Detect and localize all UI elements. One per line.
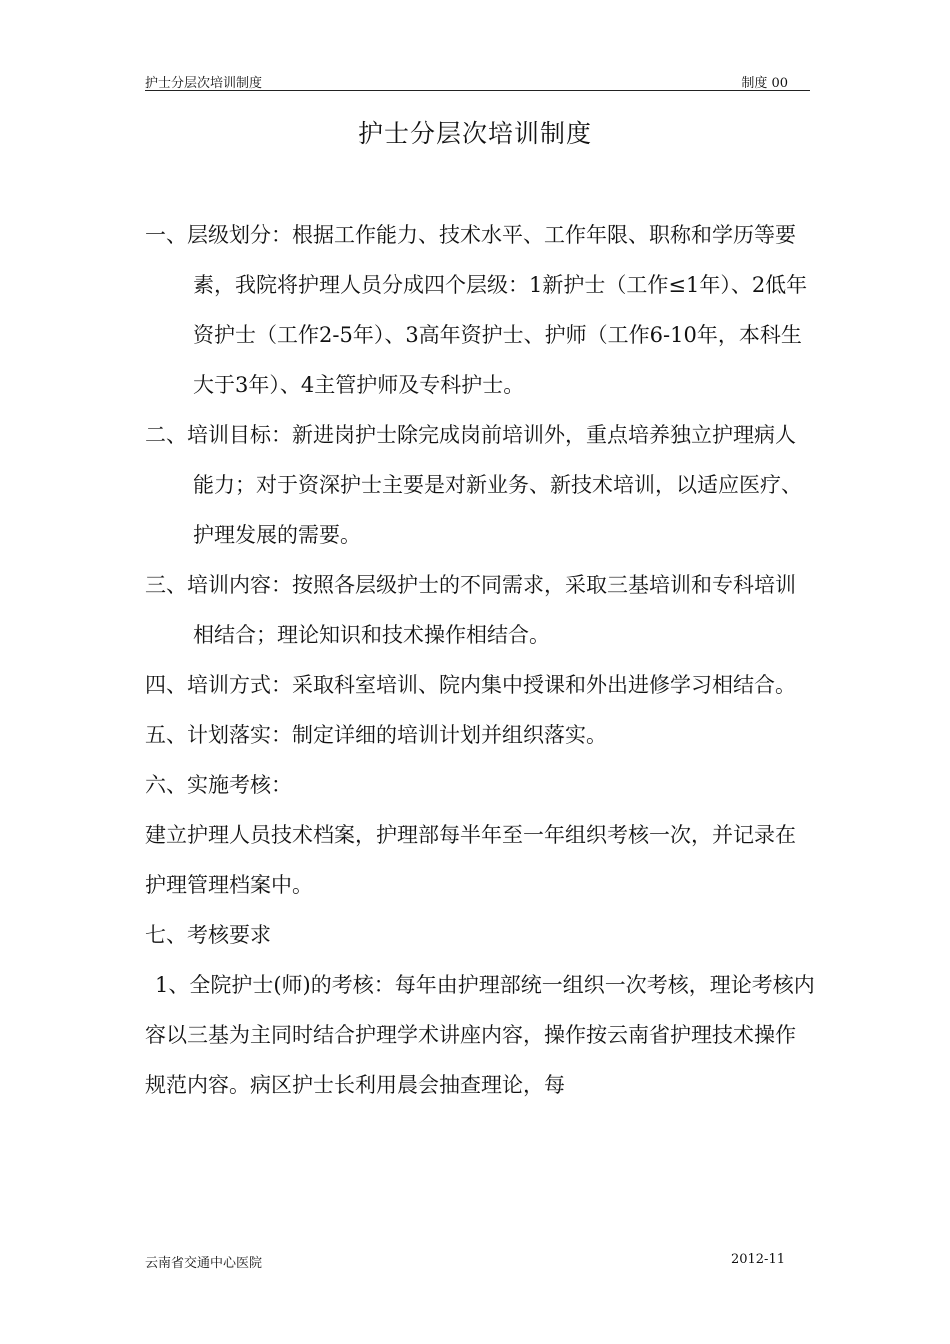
section-1-level-division: 一、层级划分：根据工作能力、技术水平、工作年限、职称和学历等要素，我院将护理人员分成四个层级：1新护士（工作≤1年）、2低年资护士（工作2-5年）、3高年资护士、护师（工作6-10年，本科生大于3年）、4主管护师及专科护士。 [145, 223, 808, 397]
footer-date: 2012-11 [730, 1252, 785, 1267]
section-5-plan-implementation: 五、计划落实：制定详细的培训计划并组织落实。 [145, 723, 607, 747]
section-6-assessment-heading: 六、实施考核： [145, 773, 292, 797]
section-7-item-1: 1、全院护士(师)的考核：每年由护理部统一组织一次考核，理论考核内容以三基为主同时结合护理学术讲座内容，操作按云南省护理技术操作规范内容。病区护士长利用晨会抽查理论，每 [145, 973, 815, 1097]
document-title: 护士分层次培训制度 [357, 119, 592, 148]
page-header [145, 70, 810, 91]
footer-hospital-name: 云南省交通中心医院 [145, 1256, 263, 1271]
header-document-code: 制度 00 [741, 76, 788, 91]
section-4-training-method: 四、培训方式：采取科室培训、院内集中授课和外出进修学习相结合。 [145, 673, 796, 697]
section-6-assessment-body: 建立护理人员技术档案，护理部每半年至一年组织考核一次，并记录在护理管理档案中。 [145, 823, 796, 897]
section-3-training-content: 三、培训内容：按照各层级护士的不同需求，采取三基培训和专科培训相结合；理论知识和技术操作相结合。 [145, 573, 796, 647]
header-document-name: 护士分层次培训制度 [145, 76, 263, 91]
document-body [145, 210, 815, 1110]
section-7-assessment-requirements-heading: 七、考核要求 [145, 923, 271, 947]
section-2-training-goal: 二、培训目标：新进岗护士除完成岗前培训外，重点培养独立护理病人能力；对于资深护士主要是对新业务、新技术培训，以适应医疗、护理发展的需要。 [145, 423, 802, 547]
